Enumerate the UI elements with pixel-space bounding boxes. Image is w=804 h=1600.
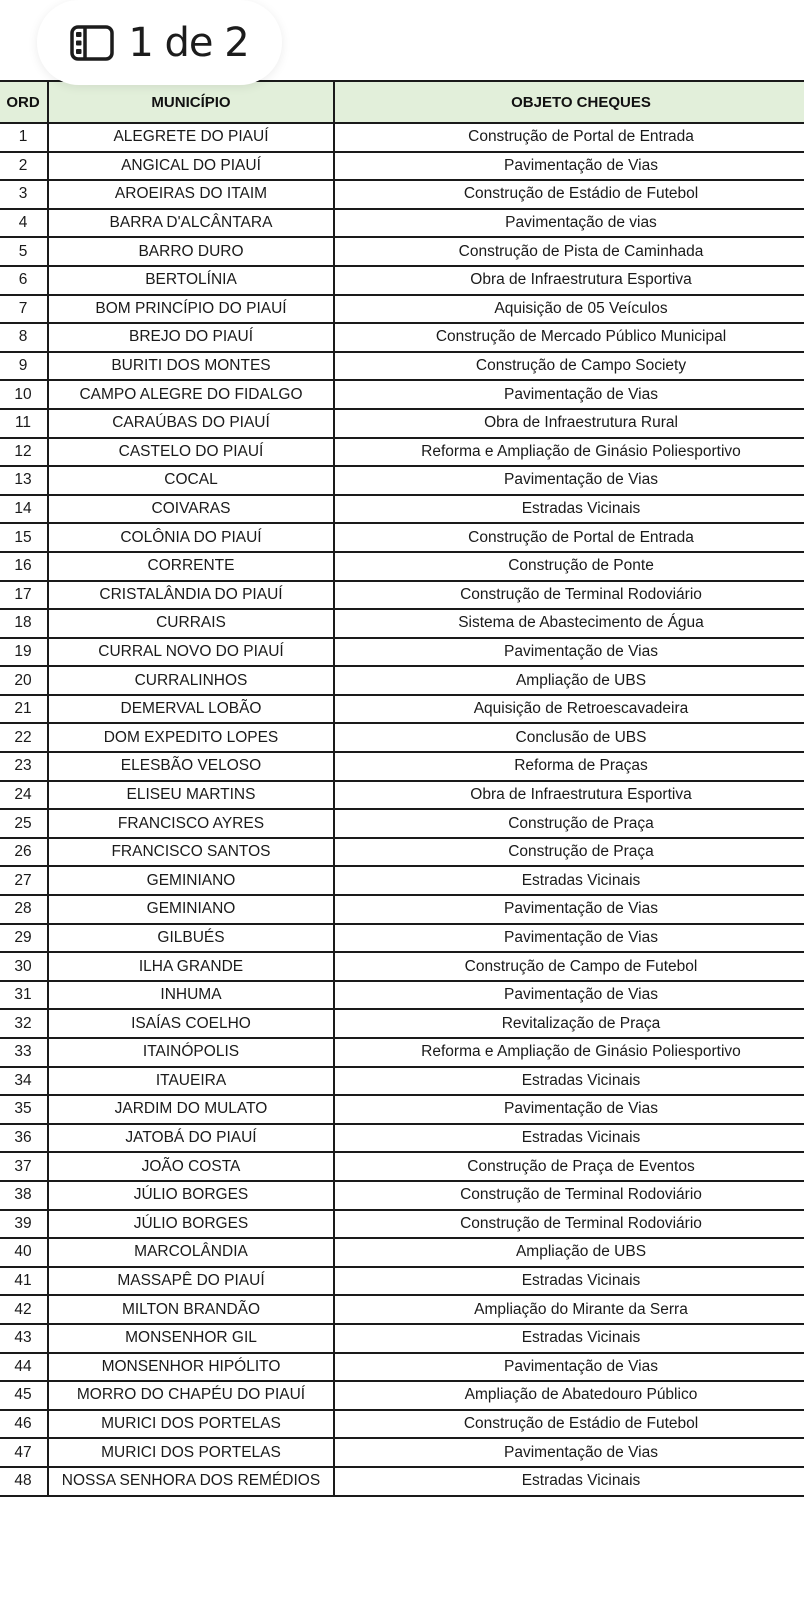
cell-ord: 10 (0, 380, 48, 409)
cell-objeto: Pavimentação de vias (334, 209, 804, 238)
cell-municipio: CURRAIS (48, 609, 334, 638)
cell-municipio: CURRALINHOS (48, 666, 334, 695)
table-row (0, 380, 804, 409)
table-row (0, 1295, 804, 1324)
cell-ord: 14 (0, 495, 48, 524)
cell-objeto: Construção de Praça (334, 809, 804, 838)
cell-municipio: BARRO DURO (48, 237, 334, 266)
cell-ord: 30 (0, 952, 48, 981)
table-row (0, 438, 804, 467)
cell-ord: 15 (0, 523, 48, 552)
table-row (0, 609, 804, 638)
cell-municipio: ELESBÃO VELOSO (48, 752, 334, 781)
table-row (0, 1210, 804, 1239)
cell-ord: 5 (0, 237, 48, 266)
cell-municipio: INHUMA (48, 981, 334, 1010)
page-counter: 1 de 2 (128, 19, 249, 66)
cell-municipio: COLÔNIA DO PIAUÍ (48, 523, 334, 552)
cell-municipio: MURICI DOS PORTELAS (48, 1410, 334, 1439)
header-objeto-cheques: OBJETO CHEQUES (334, 81, 804, 123)
cell-objeto: Construção de Mercado Público Municipal (334, 323, 804, 352)
cell-municipio: JATOBÁ DO PIAUÍ (48, 1124, 334, 1153)
cell-objeto: Construção de Terminal Rodoviário (334, 581, 804, 610)
cell-objeto: Pavimentação de Vias (334, 380, 804, 409)
table-row (0, 1181, 804, 1210)
cell-municipio: CORRENTE (48, 552, 334, 581)
table-row (0, 180, 804, 209)
cell-municipio: ITAUEIRA (48, 1067, 334, 1096)
cell-objeto: Pavimentação de Vias (334, 1095, 804, 1124)
cell-ord: 17 (0, 581, 48, 610)
table-row (0, 981, 804, 1010)
cell-objeto: Ampliação de Abatedouro Público (334, 1381, 804, 1410)
cell-ord: 38 (0, 1181, 48, 1210)
cell-municipio: FRANCISCO AYRES (48, 809, 334, 838)
table-row (0, 1467, 804, 1496)
cell-ord: 26 (0, 838, 48, 867)
table-row (0, 781, 804, 810)
cell-ord: 1 (0, 123, 48, 152)
cell-municipio: BERTOLÍNIA (48, 266, 334, 295)
cell-ord: 25 (0, 809, 48, 838)
cell-objeto: Construção de Pista de Caminhada (334, 237, 804, 266)
cell-municipio: NOSSA SENHORA DOS REMÉDIOS (48, 1467, 334, 1496)
table-row (0, 552, 804, 581)
table-row (0, 1152, 804, 1181)
cell-municipio: GEMINIANO (48, 866, 334, 895)
cell-ord: 18 (0, 609, 48, 638)
cell-municipio: GILBUÉS (48, 924, 334, 953)
cell-ord: 27 (0, 866, 48, 895)
cell-ord: 24 (0, 781, 48, 810)
cell-objeto: Obra de Infraestrutura Rural (334, 409, 804, 438)
cell-municipio: CASTELO DO PIAUÍ (48, 438, 334, 467)
table-row (0, 924, 804, 953)
table-row (0, 1438, 804, 1467)
table-row (0, 638, 804, 667)
cell-municipio: COIVARAS (48, 495, 334, 524)
cell-municipio: MONSENHOR HIPÓLITO (48, 1353, 334, 1382)
cell-ord: 33 (0, 1038, 48, 1067)
cell-objeto: Pavimentação de Vias (334, 981, 804, 1010)
cheques-table (0, 80, 804, 1497)
table-row (0, 752, 804, 781)
page-indicator[interactable] (37, 0, 282, 85)
cell-objeto: Estradas Vicinais (334, 866, 804, 895)
cell-municipio: BOM PRINCÍPIO DO PIAUÍ (48, 295, 334, 324)
cell-municipio: MASSAPÊ DO PIAUÍ (48, 1267, 334, 1296)
cell-ord: 37 (0, 1152, 48, 1181)
cell-ord: 41 (0, 1267, 48, 1296)
cell-ord: 12 (0, 438, 48, 467)
cell-municipio: DEMERVAL LOBÃO (48, 695, 334, 724)
cell-ord: 19 (0, 638, 48, 667)
cell-objeto: Revitalização de Praça (334, 1009, 804, 1038)
cell-municipio: FRANCISCO SANTOS (48, 838, 334, 867)
table-row (0, 237, 804, 266)
table-row (0, 1381, 804, 1410)
table-row (0, 838, 804, 867)
cell-objeto: Estradas Vicinais (334, 1267, 804, 1296)
table-row (0, 495, 804, 524)
cell-objeto: Obra de Infraestrutura Esportiva (334, 781, 804, 810)
cell-municipio: MONSENHOR GIL (48, 1324, 334, 1353)
cell-municipio: CURRAL NOVO DO PIAUÍ (48, 638, 334, 667)
table-row (0, 1353, 804, 1382)
cell-objeto: Obra de Infraestrutura Esportiva (334, 266, 804, 295)
cell-ord: 40 (0, 1238, 48, 1267)
cell-objeto: Pavimentação de Vias (334, 152, 804, 181)
cell-objeto: Pavimentação de Vias (334, 638, 804, 667)
cell-objeto: Aquisição de 05 Veículos (334, 295, 804, 324)
cell-municipio: AROEIRAS DO ITAIM (48, 180, 334, 209)
table-row (0, 523, 804, 552)
cell-municipio: JÚLIO BORGES (48, 1181, 334, 1210)
cell-objeto: Construção de Portal de Entrada (334, 123, 804, 152)
cell-ord: 42 (0, 1295, 48, 1324)
table-body (0, 123, 804, 1496)
cell-objeto: Conclusão de UBS (334, 723, 804, 752)
cell-municipio: ELISEU MARTINS (48, 781, 334, 810)
cell-objeto: Construção de Praça (334, 838, 804, 867)
cell-ord: 4 (0, 209, 48, 238)
cell-objeto: Ampliação de UBS (334, 666, 804, 695)
table-row (0, 695, 804, 724)
cell-objeto: Estradas Vicinais (334, 495, 804, 524)
cell-objeto: Construção de Ponte (334, 552, 804, 581)
table-row (0, 209, 804, 238)
cell-municipio: JÚLIO BORGES (48, 1210, 334, 1239)
cell-objeto: Construção de Estádio de Futebol (334, 1410, 804, 1439)
table-row (0, 1009, 804, 1038)
table-row (0, 723, 804, 752)
cell-municipio: GEMINIANO (48, 895, 334, 924)
cell-ord: 45 (0, 1381, 48, 1410)
cell-objeto: Ampliação do Mirante da Serra (334, 1295, 804, 1324)
cell-municipio: BREJO DO PIAUÍ (48, 323, 334, 352)
cell-ord: 31 (0, 981, 48, 1010)
cell-municipio: BURITI DOS MONTES (48, 352, 334, 381)
table-row (0, 581, 804, 610)
cell-municipio: MURICI DOS PORTELAS (48, 1438, 334, 1467)
cell-objeto: Estradas Vicinais (334, 1124, 804, 1153)
cell-municipio: CRISTALÂNDIA DO PIAUÍ (48, 581, 334, 610)
cell-ord: 48 (0, 1467, 48, 1496)
table-row (0, 1410, 804, 1439)
cell-municipio: DOM EXPEDITO LOPES (48, 723, 334, 752)
header-municipio: MUNICÍPIO (48, 81, 334, 123)
cell-objeto: Pavimentação de Vias (334, 924, 804, 953)
cell-municipio: ANGICAL DO PIAUÍ (48, 152, 334, 181)
table-row (0, 266, 804, 295)
cell-ord: 9 (0, 352, 48, 381)
cell-objeto: Construção de Terminal Rodoviário (334, 1181, 804, 1210)
cell-objeto: Ampliação de UBS (334, 1238, 804, 1267)
cell-objeto: Reforma de Praças (334, 752, 804, 781)
table-row (0, 123, 804, 152)
sidebar-thumbnails-icon (70, 25, 114, 61)
cell-municipio: ALEGRETE DO PIAUÍ (48, 123, 334, 152)
cell-objeto: Estradas Vicinais (334, 1324, 804, 1353)
cell-ord: 44 (0, 1353, 48, 1382)
cell-objeto: Construção de Praça de Eventos (334, 1152, 804, 1181)
table-row (0, 1238, 804, 1267)
cell-ord: 13 (0, 466, 48, 495)
table-header-row (0, 81, 804, 123)
table-row (0, 895, 804, 924)
cell-ord: 43 (0, 1324, 48, 1353)
cell-objeto: Sistema de Abastecimento de Água (334, 609, 804, 638)
cell-ord: 23 (0, 752, 48, 781)
cell-ord: 6 (0, 266, 48, 295)
table-row (0, 1067, 804, 1096)
cell-ord: 20 (0, 666, 48, 695)
cell-ord: 32 (0, 1009, 48, 1038)
cell-ord: 21 (0, 695, 48, 724)
table-row (0, 323, 804, 352)
cell-ord: 34 (0, 1067, 48, 1096)
cell-ord: 8 (0, 323, 48, 352)
table-row (0, 1267, 804, 1296)
cell-municipio: COCAL (48, 466, 334, 495)
table-row (0, 152, 804, 181)
cell-ord: 29 (0, 924, 48, 953)
table-row (0, 1095, 804, 1124)
cell-municipio: MARCOLÂNDIA (48, 1238, 334, 1267)
cell-objeto: Pavimentação de Vias (334, 895, 804, 924)
cell-objeto: Pavimentação de Vias (334, 466, 804, 495)
cell-ord: 28 (0, 895, 48, 924)
table-row (0, 1124, 804, 1153)
table-row (0, 809, 804, 838)
cell-municipio: ITAINÓPOLIS (48, 1038, 334, 1067)
cell-objeto: Construção de Campo Society (334, 352, 804, 381)
cell-municipio: ILHA GRANDE (48, 952, 334, 981)
cell-ord: 11 (0, 409, 48, 438)
cell-objeto: Construção de Estádio de Futebol (334, 180, 804, 209)
table-row (0, 866, 804, 895)
cell-ord: 39 (0, 1210, 48, 1239)
cell-ord: 22 (0, 723, 48, 752)
cell-municipio: JARDIM DO MULATO (48, 1095, 334, 1124)
table-row (0, 1038, 804, 1067)
cell-objeto: Pavimentação de Vias (334, 1353, 804, 1382)
cell-objeto: Construção de Campo de Futebol (334, 952, 804, 981)
cell-municipio: BARRA D'ALCÂNTARA (48, 209, 334, 238)
cell-municipio: CARAÚBAS DO PIAUÍ (48, 409, 334, 438)
table-row (0, 409, 804, 438)
cell-ord: 16 (0, 552, 48, 581)
table-row (0, 666, 804, 695)
cell-objeto: Pavimentação de Vias (334, 1438, 804, 1467)
cell-objeto: Reforma e Ampliação de Ginásio Poliesportivo (334, 1038, 804, 1067)
table-row (0, 295, 804, 324)
cell-ord: 47 (0, 1438, 48, 1467)
cell-objeto: Construção de Terminal Rodoviário (334, 1210, 804, 1239)
cell-objeto: Estradas Vicinais (334, 1467, 804, 1496)
cell-municipio: MILTON BRANDÃO (48, 1295, 334, 1324)
cheques-table-container (0, 80, 804, 1497)
cell-municipio: ISAÍAS COELHO (48, 1009, 334, 1038)
table-row (0, 1324, 804, 1353)
cell-municipio: MORRO DO CHAPÉU DO PIAUÍ (48, 1381, 334, 1410)
table-row (0, 466, 804, 495)
cell-objeto: Reforma e Ampliação de Ginásio Poliesportivo (334, 438, 804, 467)
header-ord: ORD (0, 81, 48, 123)
cell-ord: 3 (0, 180, 48, 209)
table-row (0, 352, 804, 381)
cell-objeto: Aquisição de Retroescavadeira (334, 695, 804, 724)
cell-ord: 2 (0, 152, 48, 181)
cell-objeto: Estradas Vicinais (334, 1067, 804, 1096)
cell-ord: 7 (0, 295, 48, 324)
cell-municipio: CAMPO ALEGRE DO FIDALGO (48, 380, 334, 409)
cell-ord: 36 (0, 1124, 48, 1153)
cell-ord: 35 (0, 1095, 48, 1124)
cell-ord: 46 (0, 1410, 48, 1439)
cell-municipio: JOÃO COSTA (48, 1152, 334, 1181)
table-row (0, 952, 804, 981)
cell-objeto: Construção de Portal de Entrada (334, 523, 804, 552)
